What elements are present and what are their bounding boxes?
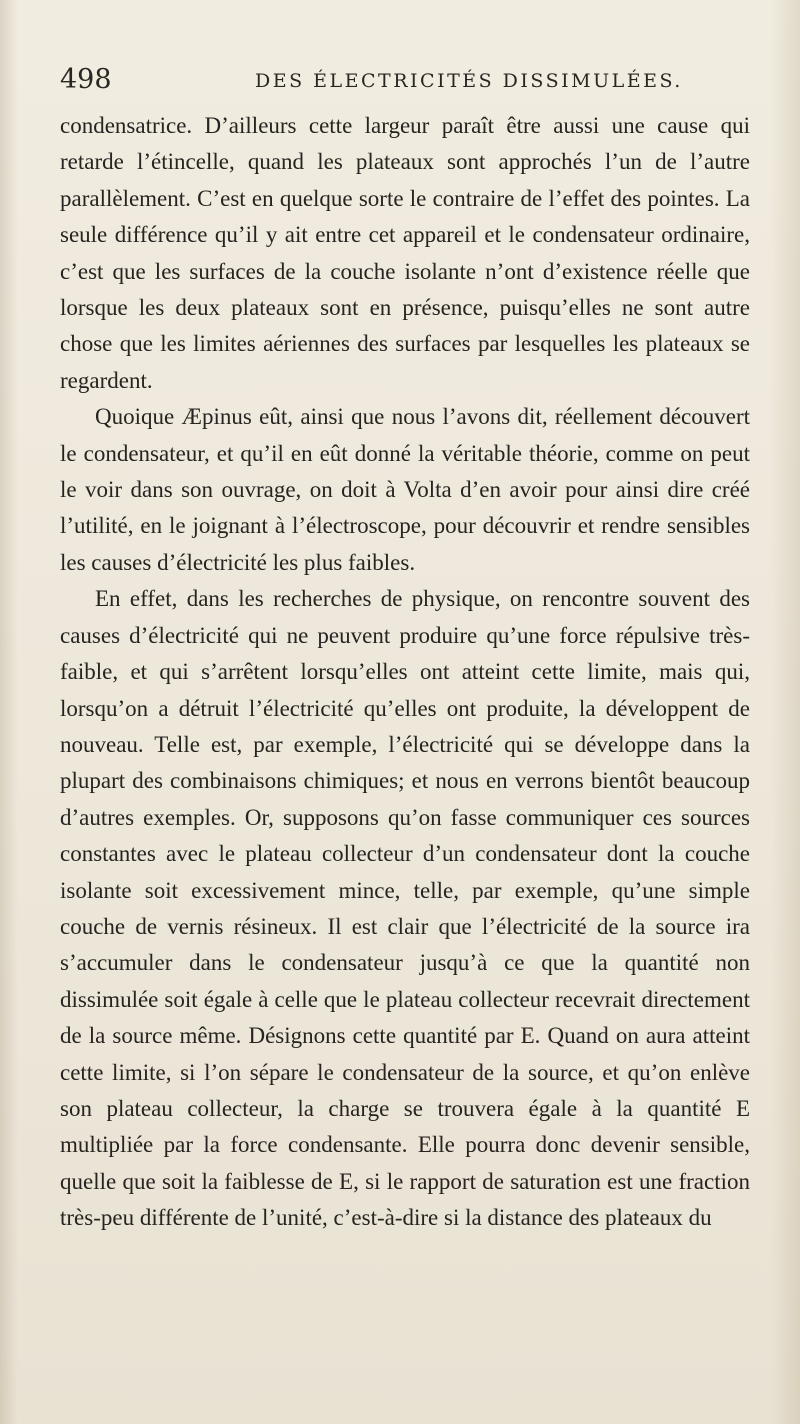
- page-edge-shadow: [770, 0, 800, 1424]
- page-header: [60, 64, 750, 104]
- paragraph-aepinus-volta: Quoique Æpinus eût, ainsi que nous l’avons dit, réellement découvert le condensateur, et qu’il en eût donné la véritable théorie, comme on peut le voir dans son ouvrage, on doit à Volta d’en avoir pour ainsi dire créé l’utilité, en le joignant à l’électroscope, pour découvrir et rendre sensibles les causes d’électricité les plus faibles.: [60, 404, 750, 575]
- paragraph-en-effet: En effet, dans les recherches de physique, on rencontre souvent des causes d’électricité qui ne peuvent produire qu’une force répulsive très-faible, et qui s’arrêtent lorsqu’elles ont atteint cette limite, mais qui, lorsqu’on a détruit l’électricité qu’elles ont produite, la développent de nouveau. Telle est, par exemple, l’électricité qui se développe dans la plupart des combinaisons chimiques; et nous en verrons bientôt beaucoup d’autres exemples. Or, supposons qu’on fasse communiquer ces sources constantes avec le plateau collecteur d’un condensateur dont la couche isolante soit excessivement mince, telle, par exemple, qu’une simple couche de vernis résineux. Il est clair que l’électricité de la source ira s’accumuler dans le condensateur jusqu’à ce que la quantité non dissimulée soit égale à celle que le plateau collecteur recevrait directement de la source même. Désignons cette quantité par E. Quand on aura atteint cette limite, si l’on sépare le condensateur de la source, et qu’on enlève son plateau collecteur, la charge se trouvera égale à la quantité E multipliée par la force condensante. Elle pourra donc devenir sensible, quelle que soit la faiblesse de E, si le rapport de saturation est une fraction très-peu différente de l’unité, c’est-à-dire si la distance des plateaux du: [60, 586, 750, 1231]
- page-number: 498: [60, 64, 112, 95]
- running-title: DES ÉLECTRICITÉS DISSIMULÉES.: [255, 70, 683, 92]
- body-text: [60, 108, 750, 1237]
- paragraph-continuation: condensatrice. D’ailleurs cette largeur paraît être aussi une cause qui retarde l’étincelle, quand les plateaux sont approchés l’un de l’autre parallèlement. C’est en quelque sorte le contraire de l’effet des pointes. La seule différence qu’il y ait entre cet appareil et le condensateur ordinaire, c’est que les surfaces de la couche isolante n’ont d’existence réelle que lorsque les deux plateaux sont en présence, puisqu’elles ne sont autre chose que les limites aériennes des surfaces par lesquelles les plateaux se regardent.: [60, 113, 750, 393]
